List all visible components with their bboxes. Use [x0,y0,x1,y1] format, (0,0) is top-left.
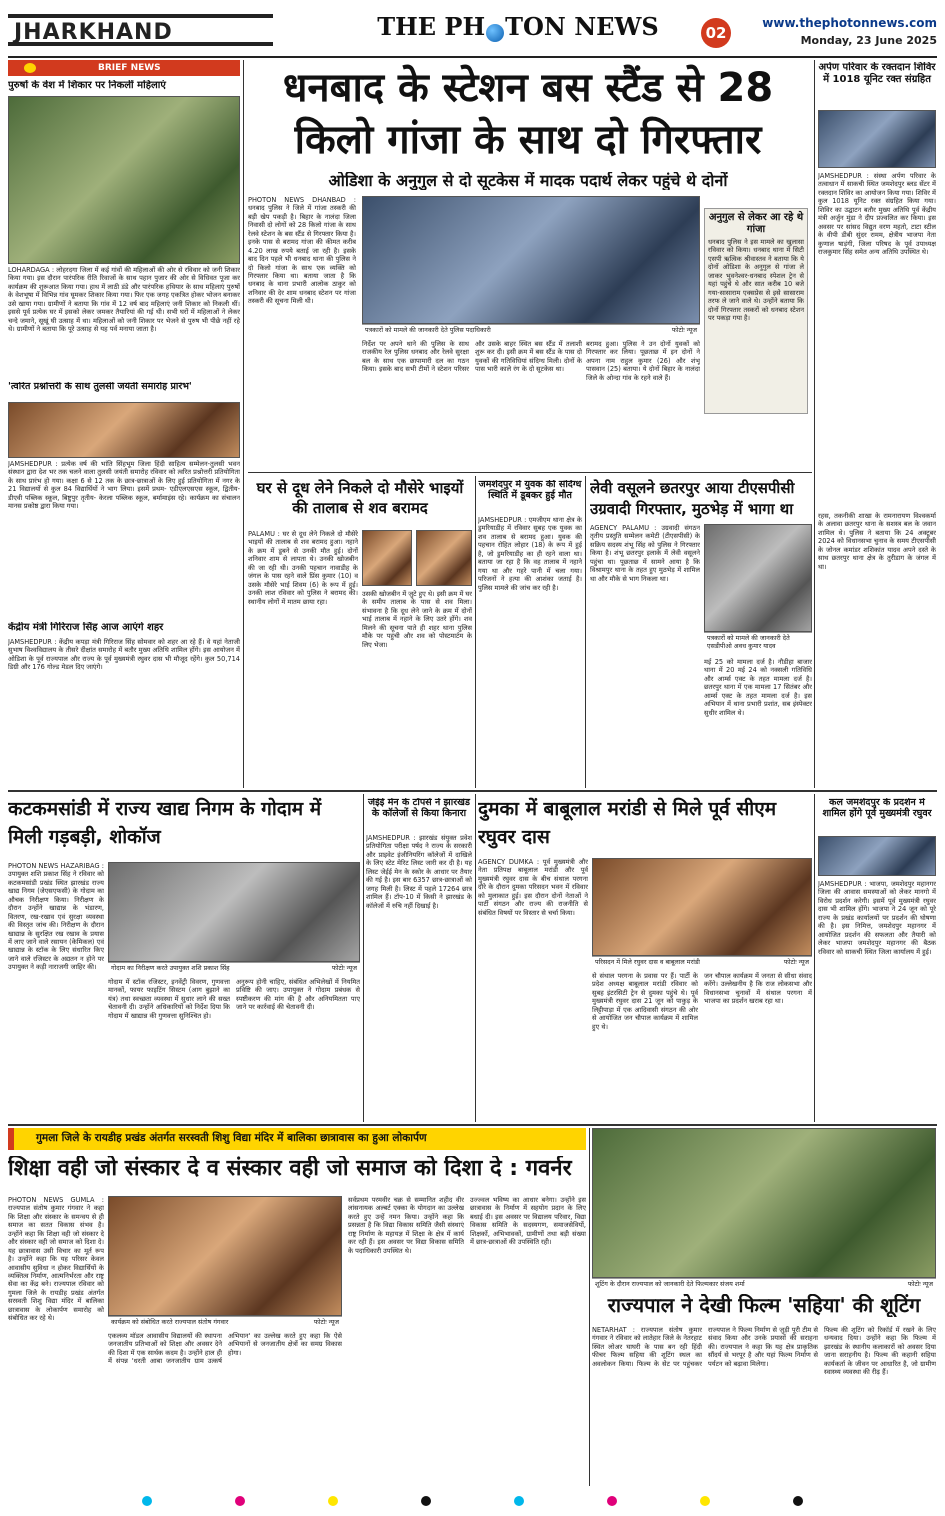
sahiya-caption-credit: फोटोः न्यूज [907,1280,933,1288]
col-divider-3 [475,476,476,788]
col-divider-7 [814,794,815,1122]
yellow-mark [328,1496,338,1506]
katak-photo [108,862,360,962]
gumla-headline: शिक्षा वही जो संस्कार दे व संस्कार वही जो समाज को दिशा दे : गवर्नर [8,1156,572,1181]
issue-date: Monday, 23 June 2025 [800,34,937,47]
gumla-body-2: एकलव्य मॉडल आवासीय विद्यालयों की स्थापना जनजातीय प्रतिभाओं को शिक्षा और अवसर देने की दिशा में एक सार्थक कदम है। उन्होंने हाल ही में संपन्न 'धरती आबा जनजातीय ग्राम उत्कर्ष अभियान' का उल्लेख करते हुए कहा कि ऐसे अभियानों से जनजातीय क्षेत्रों का समग्र विकास होगा। [108,1332,342,1366]
brief-body-3: JAMSHEDPUR : केंद्रीय कपड़ा मंत्री गिरिराज सिंह सोमवार को शहर आ रहे हैं। वे यहां नेताजी सुभाष विश्वविद्यालय के तीसरे दीक्षांत समारोह में बतौर मुख्य अतिथि शामिल होंगे। इस आयोजन में ओडिशा के पूर्व राज्यपाल और राज्य के पूर्व मुख्यमंत्री रघुवर दास भी मौजूद रहेंगे। कुल 50,714 डिग्री और 176 गोल्ड मेडल दिए जाएंगे। [8,638,240,672]
print-color-marks [100,1494,845,1508]
levi-body-2: मई 25 को मामला दर्ज है। नौडीहा बाजार थाना में 20 मई 24 को नक्सली गतिविधि और आर्म्स एक्ट के तहत मामला दर्ज है। छतरपुर थाना में एक मामला 17 सितंबर और आर्म्स एक्ट के तहत मामला दर्ज है। इस अभियान में थाना प्रभारी प्रशांत, सब इंस्पेक्टर सुधीर शामिल थे। [704,658,812,717]
cyan-mark [514,1496,524,1506]
brief-news-column [8,60,240,788]
jamuna-headline: जमशेदपुर में युवक की संदिग्ध स्थिति में डूबकर हुई मौत [478,480,582,501]
lead-sidebar-box [704,208,808,414]
sahiya-caption [592,1278,936,1290]
col-divider-2 [814,60,815,788]
ghar-headline: घर से दूध लेने निकले दो मौसेरे भाइयों की तालाब से शव बरामद [256,479,464,518]
lead-body-mid: निर्देश पर अपने थाने की पुलिस के साथ राजकीय रेल पुलिस धनबाद और रेलवे सुरक्षा बल के साथ एक छापामारी दल का गठन किया। इसके बाद सभी टीमों ने स्टेशन परिसर और उसके बाहर स्थित बस स्टैंड में तलाशी शुरू कर दी। इसी क्रम में बस स्टैंड के पास दो युवकों की गतिविधियां संदिग्ध मिली। दोनों के पास भारी काले रंग के दो सूटकेस था। [362,340,582,374]
sahiya-caption-text: शूटिंग के दौरान राज्यपाल को जानकारी देते फिल्मकार संजय शर्मा [595,1280,745,1288]
gumla-body-3: सर्वप्रथम परमवीर चक्र से सम्मानित शहीद वीर लांसनायक अल्बर्ट एक्का के योगदान का उल्लेख करते हुए उन्हें नमन किया। उन्होंने कहा कि प्रसन्नता है कि विद्या विकास समिति जैसी संस्थाएं राष्ट्र निर्माण के महायज्ञ में शिक्षा के क्षेत्र में कार्य कर रही हैं। इस अवसर पर विद्या विकास समिति के पदाधिकारी उपस्थित थे। [348,1196,464,1255]
lead-caption-text: पत्रकारों को मामले की जानकारी देते पुलिस पदाधिकारी [365,326,491,334]
sahiya-body-2: फिल्म की शूटिंग को रिकॉर्ड में रखने के लिए धन्यवाद दिया। उन्होंने कहा कि फिल्म में झारखंड के स्थानीय कलाकारों को अवसर दिया जाना सराहनीय है। फिल्म की कहानी सहिया कार्यकर्ता के जीवन पर आधारित है, जो ग्रामीण स्वास्थ्य व्यवस्था की रीढ़ हैं। [824,1326,936,1377]
levi-body-3: रहस, तकनीकी शाखा के रामनारायण विश्वकर्मा के अलावा छतरपुर थाना के सशस्त्र बल के जवान शामिल थे। पुलिस ने बताया कि 24 अक्टूबर 2024 को विधानसभा चुनाव के समय टीएसपीसी के जोनल कमांडर शशिकांत यादव अपने दस्ते के साथ छतरपुर थाना क्षेत्र के तुरीडाग के जंगल में था। [818,512,936,571]
gumla-caption-text: कार्यक्रम को संबोधित करते राज्यपाल संतोष गंगवार [111,1318,229,1326]
katak-body-3: अनुरूप होनी चाहिए, संबंधित अभिलेखों में नियमित प्रविष्टि की जाए। उपायुक्त ने गोदाम प्रबंधक से स्पष्टीकरण की मांग की है और अनियमितता पाए जाने पर कार्रवाई की चेतावनी दी। [236,978,360,1012]
black-mark [421,1496,431,1506]
arpan-photo [818,110,936,168]
katak-caption [108,962,360,974]
magenta-mark [607,1496,617,1506]
katak-headline: कटकमसांडी में राज्य खाद्य निगम के गोदाम में मिली गड़बड़ी, शोकॉज [8,798,322,848]
brief-photo-2 [8,402,240,458]
brief-news-label-bar [8,60,240,76]
col-divider-4 [585,476,586,788]
black-mark [793,1496,803,1506]
brief-headline-2: 'त्वरित प्रश्नोत्तरी के साथ तुलसी जयंती समारोह प्रारंभ' [8,382,192,392]
section-title: JHARKHAND [14,20,173,45]
site-url[interactable]: www.thephotonnews.com [762,16,937,30]
jamuna-body: JAMSHEDPUR : एमजीएम थाना क्षेत्र के डुमरियाडीह में रविवार सुबह एक युवक का शव तालाब से बरामद हुआ। युवक की पहचान रोहित लोहार (18) के रूप में हुई है, जो डुमरियाडीह का ही रहने वाला था। बताया जा रहा है कि वह तालाब में नहाने गया था और गहरे पानी में चला गया। परिजनों ने हत्या की आशंका जताई है। पुलिस मामले की जांच कर रही है। [478,516,582,592]
dumka-photo [592,858,812,956]
katak-caption-credit: फोटोः न्यूज [331,964,357,972]
ghar-photo-2 [416,530,472,586]
lead-box-headline: अनुगुल से लेकर आ रहे थे गांजा [708,212,804,235]
dumka-body-3: जन चौपाल कार्यक्रम में जनता से सीधा संवाद करेंगे। उल्लेखनीय है कि राज लोकसभा और विधानसभा चुनावों में संथाल परगना में भाजपा का प्रदर्शन खराब रहा था। [704,972,812,1006]
dumka-caption [592,956,812,968]
brief-body-1: LOHARDAGA : लोहरदगा जिला में कई गांवों की महिलाओं की ओर से रविवार को जनी शिकार किया गया। इस दौरान पारंपरिक रीति रिवाजों के साथ पहान पुजार की ओर से विधिवत पूजा कर कार्यक्रम की शुरूआत किया गया। हाथ में लाठी डंडे और पारंपरिक हथियार के साथ महिलाएं पुरुषों के वेशभूषा में विभिन्न गांव घूमकर शिकार किया गया। फिर एक जगह एकत्रित होकर भोजन बनाकर उसे खाया गया। ग्रामीणों ने बताया कि गांव में 12 वर्ष बाद महिलाएं जनी शिकार को निकली थीं। इससे पूर्व प्रत्येक घर में इसको लेकर जमकर तैयारियां की गई थी। सभी घरों में महिलाओं ने लेकर चन्दे जमाने, सूखूं घी उत्साह में था। महिलाओं को जनी शिकार पर भेजने से पुरुष भी पीछे नहीं रहे थे। ग्रामीणों ने बताया कि पूरे उत्साह से यह पर्व मनाया जाता है। [8,266,240,334]
sahiya-body: NETARHAT : राज्यपाल संतोष कुमार गंगवार ने रविवार को लातेहार जिले के नेतरहाट स्थित लोअर घाघरी के पास बन रही हिंदी फीचर फिल्म सहिया की शूटिंग स्थल का अवलोकन किया। फिल्म के सेट पर पहुंचकर राज्यपाल ने फिल्म निर्माण से जुड़ी पूरी टीम से संवाद किया और उनके प्रयासों की सराहना की। राज्यपाल ने कहा कि यह क्षेत्र प्राकृतिक सौंदर्य से भरपूर है और यहां फिल्म निर्माण से पर्यटन को बढ़ावा मिलेगा। [592,1326,818,1368]
gumla-body-4: उज्ज्वल भविष्य का आधार बनेगा। उन्होंने इस छात्रावास के निर्माण में सहयोग प्रदान के लिए बधाई दी। इस अवसर पर विद्यालय परिवार, विद्या विकास समिति के सदस्यगण, समाजसेवियों, शिक्षकों, अभिभावकों, ग्रामीणों तथा बड़ी संख्या में छात्र-छात्राओं की उपस्थिति रही। [470,1196,586,1247]
col-divider-1 [243,60,244,788]
katak-caption-text: गोदाम का निरीक्षण करते उपायुक्त शशि प्रकाश सिंह [111,964,230,972]
lead-photo-caption [362,324,700,336]
dumka-body-2: से संथाल परगना के प्रवास पर हैं। पार्टी के प्रदेश अध्यक्ष बाबूलाल मरांडी रविवार को सुबह इंटरसिटी ट्रेन से दुमका पहुंचे थे। पूर्व मुख्यमंत्री रघुवर दास 21 जून को पाकुड़ के लिट्टीपाड़ा में एक आदिवासी संगठन की ओर से आयोजित जन चौपाल कार्यक्रम में शामिल हुए थे। [592,972,698,1031]
gumla-body: PHOTON NEWS GUMLA : राज्यपाल संतोष कुमार गंगवार ने कहा कि शिक्षा और संस्कार के समन्वय से ही समाज का सतत विकास संभव है। उन्होंने कहा कि शिक्षा वही जो संस्कार दे और संस्कार वही जो समाज को दिशा दे। यह छात्रावास उसी विचार का मूर्त रूप है। उन्होंने कहा कि यह परिसर केवल आवासीय सुविधा न होकर विद्यार्थियों के व्यक्तित्व निर्माण, आत्मनिर्भरता और राष्ट्र सेवा का केंद्र बने। राज्यपाल रविवार को गुमला जिले के रायडीह प्रखंड अंतर्गत सरस्वती शिशु विद्या मंदिर में बालिका छात्रावास के लोकार्पण समारोह को संबोधित कर रहे थे। [8,1196,104,1323]
logo-mini-icon [24,63,36,73]
raghuvar-photo [818,836,936,876]
ghar-photo-1 [362,530,412,586]
lead-bottom-rule [248,472,812,473]
lead-body-right: बरामद हुआ। पुलिस ने उन दोनों युवकों को गिरफ्तार कर लिया। पूछताछ में इन दोनों ने अपना नाम राहुल कुमार (26) और शंभू पासवान (25) बताया। ये दोनों बिहार के नालंदा जिले के ओन्दा गांव के रहने वाले हैं। [586,340,700,382]
page-number-badge [701,18,731,48]
levi-body: AGENCY PALAMU : उग्रवादी संगठन तृतीय प्रस्तुति सम्मेलन कमेटी (टीएसपीसी) के सक्रिय सदस्य शंभू सिंह को पुलिस ने गिरफ्तार किया है। शंभू छतरपुर इलाके में लेवी वसूलने पहुंचा था। पूछताछ में सामने आया है कि विश्रामपुर थाना के तहत हुए मुठभेड़ में शामिल था और मौके से भाग निकला था। [590,524,700,583]
dumka-caption-credit: फोटोः न्यूज [783,958,809,966]
lead-box-body: धनबाद पुलिस ने इस मामले का खुलासा रविवार को किया। धनबाद थाना में सिटी एसपी ऋत्विक श्रीवास्तव ने बताया कि ये दोनों ओडिशा के अनुगुल से गांजा ले जाकर भुवनेश्वर-धनबाद स्पेशल ट्रेन से यहां पहुंचे थे और सात करीब 10 बजे गया-सासाराम एक्सप्रेस से इसे सासाराम तरफ ले जाने वाले थे। उन्होंने बताया कि दोनों गिरफ्तार तस्करों को धनबाद स्टेशन पर पकड़ा गया है। [708,238,804,322]
section-rule-1 [8,790,937,792]
lead-photo [362,196,700,324]
gumla-photo [108,1196,342,1316]
ghar-body-2: उसकी खोजबीन में जुटे हुए थे। इसी क्रम में घर के समीप तालाब के पास से शव मिला। संभावना है कि दूध लेने जाने के क्रम में दोनों भाई तालाब में नहाने के लिए उतरे होंगे। शव मिलने की सूचना पाते ही शहर थाना पुलिस मौके पर पहुंची और शव को पोस्टमार्टम के लिए भेजा। [362,590,472,649]
yellow-mark [700,1496,710,1506]
cyan-mark [142,1496,152,1506]
lead-caption-credit: फोटोः न्यूज [671,326,697,334]
gumla-caption [108,1316,342,1328]
section-rule-2 [8,1124,937,1126]
gumla-caption-credit: फोटोः न्यूज [313,1318,339,1326]
katak-body-2: गोदाम में स्टॉक रजिस्टर, इनवेंट्री विवरण, गुणवत्ता मानकों, फायर फाइटिंग सिस्टम (आग बुझाने का यंत्र) तथा स्वच्छता व्यवस्था में सुधार लाने की सख्त चेतावनी दी। उन्होंने अधिकारियों को निर्देश दिया कि गोदाम में खाद्यान्न की गुणवत्ता सुनिश्चित हो। [108,978,230,1020]
jee-headline: जेईई मेन के टॉपर्स ने झारखंड के कॉलेजों से किया किनारा [368,798,470,819]
arpan-headline: अर्पण परिवार के रक्तदान शिविर में 1018 यूनिट रक्त संग्रहित [818,62,936,85]
levi-photo [704,524,812,632]
sahiya-headline: राज्यपाल ने देखी फिल्म 'सहिया' की शूटिंग [607,1294,921,1317]
arpan-body: JAMSHEDPUR : संस्था अर्पण परिवार के तत्वाधान में साकची स्थित जमशेदपुर ब्लड सेंटर में रक्तदान शिविर का आयोजन किया गया। शिविर में कुल 1018 यूनिट रक्त संग्रहित किया गया। शिविर का उद्घाटन बतौर मुख्य अतिथि पूर्व केंद्रीय मंत्री अर्जुन मुंडा ने दीप प्रज्वलित कर किया। इस अवसर पर सांसद विद्युत वरण महतो, टाटा स्टील के वीपी डीबी सुंदर रामम, क्षेत्रीय भाजपा नेता कुणाल षाड़ंगी, जिला परिषद के पूर्व उपाध्यक्ष राजकुमार सिंह समेत अन्य अतिथि उपस्थित थे। [818,172,936,256]
lead-body-left: PHOTON NEWS DHANBAD : धनबाद पुलिस ने जिले में गांजा तस्करी की बड़ी खेप पकड़ी है। बिहार के नालंदा जिला निवासी दो लोगों को 28 किलो गांजा के साथ रेलवे स्टेशन के बस स्टैंड से गिरफ्तार किया है। इनके पास से बरामद गांजा की कीमत करीब 4.20 लाख रुपये बताई जा रही है। इसके बाद दिन पहले भी धनबाद थाना की पुलिस ने दो किलो गांजा के साथ एक व्यक्ति को गिरफ्तार किया था। बताया जाता है कि धनबाद के थाना प्रभारी आलोक ठाकुर को शनिवार की देर शाम धनबाद स्टेशन पर गांजा तस्करी की सूचना मिली थी। [248,196,356,306]
gumla-banner [8,1128,586,1150]
jee-body: JAMSHEDPUR : झारखंड संयुक्त प्रवेश प्रतियोगिता परीक्षा पर्षद ने राज्य के सरकारी और प्राइवेट इंजीनियरिंग कॉलेजों में दाखिले के लिए स्टेट मेरिट लिस्ट जारी कर दी है। यह लिस्ट जेईई मेन के स्कोर के आधार पर तैयार की गई है। इस बार 6357 छात्र-छात्राओं को जगह मिली है। लिस्ट में पहले 17264 छात्र शामिल हैं। टॉप-10 में किसी ने झारखंड के कॉलेजों में रुचि नहीं दिखाई है। [366,834,472,910]
brief-news-label: BRIEF NEWS [98,63,161,73]
logo-globe-icon [486,24,504,42]
page-number: 02 [705,24,727,42]
col-divider-5 [363,794,364,1122]
header-rule [8,56,937,58]
dumka-headline: दुमका में बाबूलाल मरांडी से मिले पूर्व सीएम रघुवर दास [478,798,777,848]
logo-text-left: THE PH [377,12,486,41]
logo-text-right: TON NEWS [505,12,659,41]
gumla-banner-text: गुमला जिले के रायडीह प्रखंड अंतर्गत सरस्वती शिशु विद्या मंदिर में बालिका छात्रावास का हुआ लोकार्पण [36,1132,427,1144]
levi-caption: पत्रकारों को मामले की जानकारी देते एसडीपीओ अवध कुमार यादव [704,632,812,654]
brief-body-2: JAMSHEDPUR : प्रत्येक वर्ष की भांति सिंहभूम जिला हिंदी साहित्य सम्मेलन-तुलसी भवन संस्थान द्वारा देश भर तक चलने वाला तुलसी जयंती समारोह रविवार को त्वरित प्रश्नोत्तरी प्रतियोगिता के साथ प्रारंभ हो गया। कक्षा 6 से 12 तक के छात्र-छात्राओं के लिए हुई प्रतियोगिता में नगर के 21 विद्यालयों से कुल 84 विद्यार्थियों ने भाग लिया। इसमें प्रथम- एडीएलएसएस स्कूल, द्वितीय- डीएवी पब्लिक स्कूल, बिष्टुपुर तृतीय- केरला पब्लिक स्कूल, बर्मामाइंस रहे। कार्यक्रम का संचालन मानस प्रकोष्ठ द्वारा किया गया। [8,460,240,511]
ghar-body: PALAMU : घर से दूध लेने निकले दो मौसेरे भाइयों की तालाब से शव बरामद हुआ। नहाने के क्रम में डूबने से उनकी मौत हुई। दोनों शनिवार शाम से लापता थे। उनकी खोजबीन की जा रही थी। उनकी पहचान नावाडीह के जंगल के पास रहने वाले प्रिंस कुमार (10) व उसके मौसेरे भाई शिवम (6) के रूप में हुई। उनकी लाश रविवार को पुलिस ने बरामद की। स्थानीय लोगों में मातम छाया रहा। [248,530,358,606]
col-divider-6 [475,794,476,1122]
col-divider-8 [589,1128,590,1486]
katak-body: PHOTON NEWS HAZARIBAG : उपायुक्त शशि प्रकाश सिंह ने रविवार को कटकमसांडी प्रखंड स्थित झारखंड राज्य खाद्य निगम (जेएसएफसी) के गोदाम का औचक निरीक्षण किया। निरीक्षण के दौरान उन्होंने खाद्यान्न के भंडारण, वितरण, रख-रखाव एवं सुरक्षा व्यवस्था की विस्तृत जांच की। निरीक्षण के दौरान खाद्यान्न के सुरक्षित रख रखाव के प्रयास में लाए जाने वाले रसायन (केमिकल) एवं खाद्यान्न के स्टॉक के लिए संधारित किए जाने वाले रजिस्टर के अद्यतन न होने पर उपायुक्त ने कड़ी नाराजगी जाहिर की। [8,862,104,972]
sahiya-photo [592,1128,936,1278]
levi-headline: लेवी वसूलने छतरपुर आया टीएसपीसी उग्रवादी गिरफ्तार, मुठभेड़ में भागा था [590,479,795,518]
brief-headline-1: पुरुषों के वेश में शिकार पर निकलीं महिलाएं [8,80,166,91]
brief-headline-3: केंद्रीय मंत्री गिरिराज सिंह आज आएंगे शहर [8,622,164,633]
logo [368,12,668,50]
brief-photo-1 [8,96,240,264]
raghuvar-headline: कल जमशेदपुर के प्रदर्शन में शामिल होंगे पूर्व मुख्यमंत्री रघुवर [822,798,932,819]
raghuvar-body: JAMSHEDPUR : भाजपा, जमशेदपुर महानगर जिला की आवास समस्याओं को लेकर मानगो में विरोध प्रदर्शन करेगी। इसमें पूर्व मुख्यमंत्री रघुवर दास भी शामिल होंगे। भाजपा ने 24 जून को पूरे राज्य के प्रखंड कार्यालयों पर प्रदर्शन की घोषणा की है। इस निमित्त, जमशेदपुर महानगर में आयोजित प्रदर्शन की सफलता और तैयारी को लेकर भाजपा जमशेदपुर महानगर की बैठक रविवार को साकची स्थित जिला कार्यालय में हुई। [818,880,936,956]
dumka-caption-text: परिसदन में मिले रघुवर दास व बाबूलाल मरांडी [595,958,700,966]
lead-headline: धनबाद के स्टेशन बस स्टैंड से 28 किलो गांजा के साथ दो गिरफ्तार [282,65,774,163]
masthead [8,6,937,54]
dumka-body: AGENCY DUMKA : पूर्व मुख्यमंत्री और नेता प्रतिपक्ष बाबूलाल मरांडी और पूर्व मुख्यमंत्री रघुवर दास के बीच संथाल परगना दौरे के दौरान दुमका परिसदन भवन में रविवार को मुलाकात हुई। इस दौरान दोनों नेताओं ने पार्टी संगठन और राज्य की राजनीति से संबंधित विषयों पर विस्तार से चर्चा किया। [478,858,588,917]
lead-subhead: ओडिशा के अनुगुल से दो सूटकेस में मादक पदार्थ लेकर पहुंचे थे दोनों [328,172,728,190]
section-label [8,14,273,46]
magenta-mark [235,1496,245,1506]
